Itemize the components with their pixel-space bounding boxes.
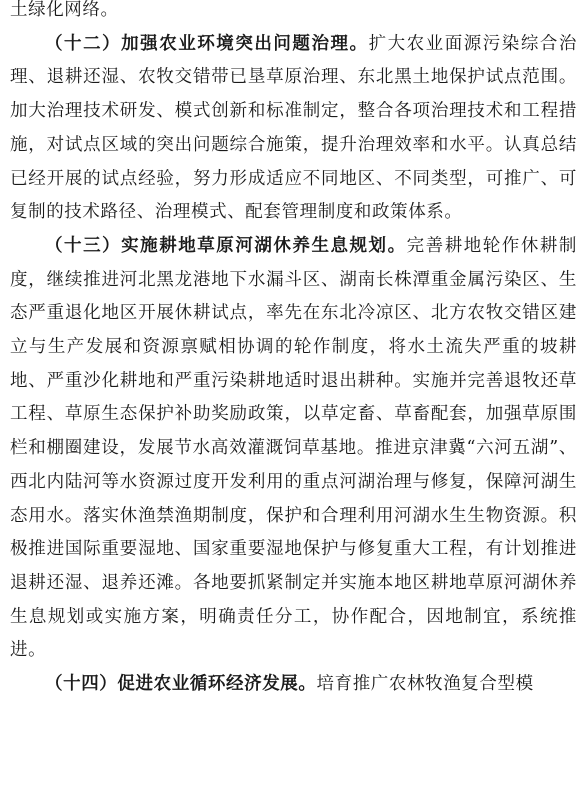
lead-fragment: 土绿化网络。: [10, 0, 119, 20]
section-14-body: 培育推广农林牧渔复合型模: [316, 674, 534, 695]
section-13: [10, 230, 577, 668]
section-12: [10, 28, 577, 230]
section-12-heading: （十二）加强农业环境突出问题治理。: [45, 33, 369, 54]
section-14: [10, 668, 577, 702]
section-13-body: 完善耕地轮作休耕制度，继续推进河北黑龙港地下水漏斗区、湖南长株潭重金属污染区、生态严重退化地区开展休耕试点，率先在东北冷凉区、北方农牧交错区建立与生产发展和资源禀赋相协调的轮作制度，将水土流失严重的坡耕地、严重沙化耕地和严重污染耕地适时退出耕种。实施并完善退牧还草工程、草原生态保护补助奖励政策，以草定畜、草畜配套，加强草原围栏和棚圈建设，发展节水高效灌溉饲草基地。推进京津冀“六河五湖”、西北内陆河等水资源过度开发利用的重点河湖治理与修复，保障河湖生态用水。落实休渔禁渔期制度，保护和合理利用河湖水生生物资源。积极推进国际重要湿地、国家重要湿地保护与修复重大工程，有计划推进退耕还湿、退养还滩。各地要抓紧制定并实施本地区耕地草原河湖休养生息规划或实施方案，明确责任分工，协作配合，因地制宜，系统推进。: [10, 235, 577, 661]
section-13-heading: （十三）实施耕地草原河湖休养生息规划。: [45, 235, 407, 256]
section-14-heading: （十四）促进农业循环经济发展。: [45, 674, 317, 695]
section-12-body: 扩大农业面源污染综合治理、退耕还湿、农牧交错带已垦草原治理、东北黑土地保护试点范围。加大治理技术研发、模式创新和标准制定，整合各项治理技术和工程措施，对试点区域的突出问题综合施策，提升治理效率和水平。认真总结已经开展的试点经验，努力形成适应不同地区、不同类型，可推广、可复制的技术路径、治理模式、配套管理制度和政策体系。: [10, 33, 577, 223]
